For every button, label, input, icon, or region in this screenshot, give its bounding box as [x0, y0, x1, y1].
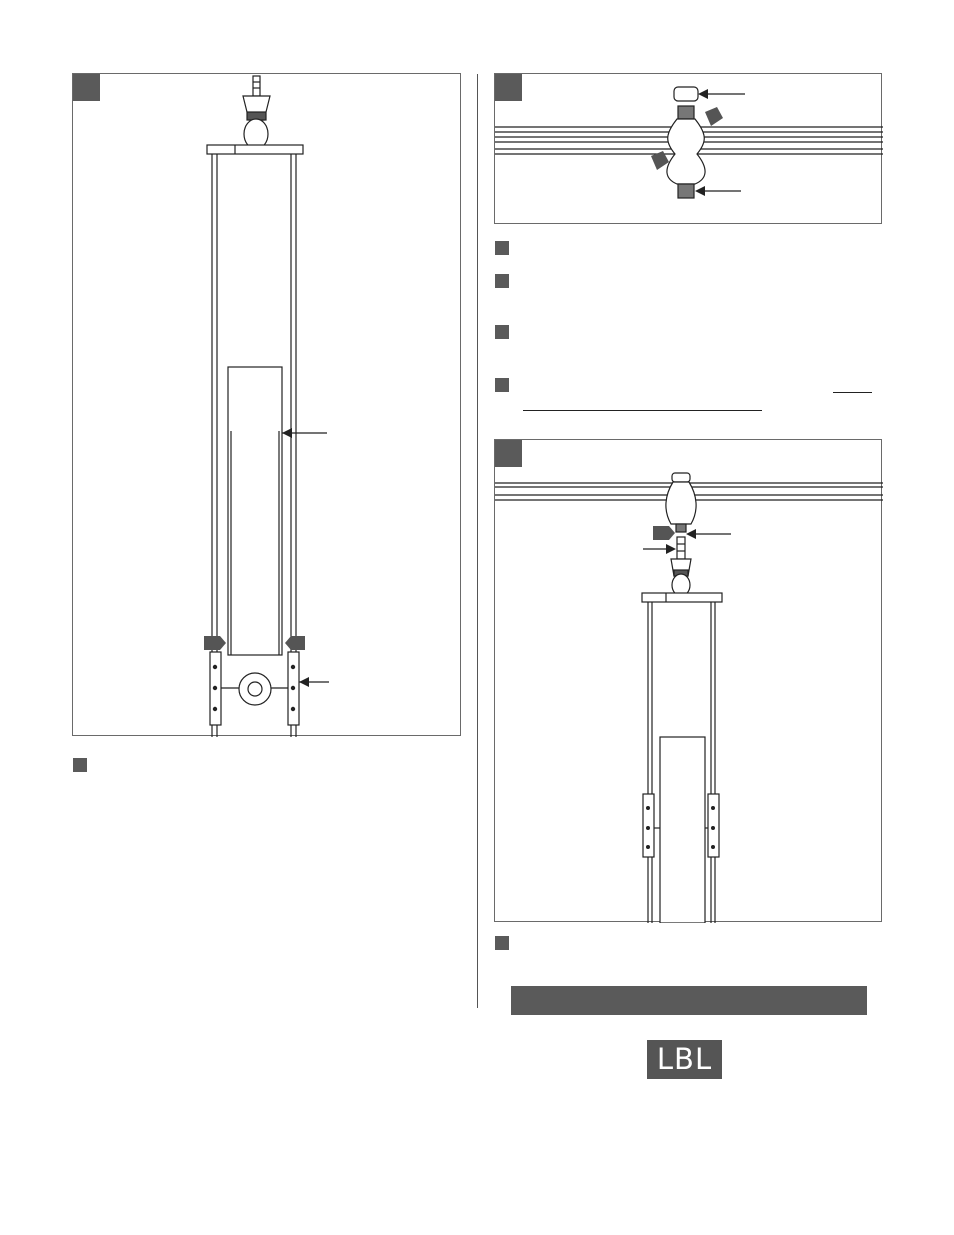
end-cap-icon	[672, 473, 690, 482]
step-panel-2	[494, 73, 882, 224]
step-bullet	[495, 325, 509, 339]
fixture-illustration-full	[73, 74, 462, 737]
rail-connector-icon	[667, 119, 705, 184]
pointer-tag-icon	[653, 526, 675, 540]
glass-panel-icon	[228, 367, 282, 655]
threaded-stem-icon	[677, 537, 685, 559]
warning-banner	[511, 986, 867, 1015]
rail-connector-illustration	[495, 74, 883, 225]
step-panel-3	[494, 439, 882, 922]
crossbar-icon	[642, 593, 722, 602]
brand-logo: LBL	[647, 1040, 722, 1079]
step-bullet	[73, 758, 87, 772]
emphasis-underline	[523, 410, 762, 411]
crossbar-icon	[207, 145, 303, 154]
rail-connector-icon	[666, 482, 696, 524]
thread-bottom-icon	[678, 184, 694, 198]
thread-top-icon	[678, 106, 694, 119]
column-divider	[477, 74, 478, 1008]
step-bullet	[495, 274, 509, 288]
mounted-fixture-illustration	[495, 440, 883, 923]
step-bullet	[495, 378, 509, 392]
step-bullet	[495, 936, 509, 950]
pointer-tag-icon	[204, 636, 226, 650]
step-panel-1	[72, 73, 461, 736]
rotation-tag-icon	[705, 107, 723, 126]
threaded-stem-icon	[253, 76, 260, 96]
emphasis-underline	[833, 392, 872, 393]
pointer-tag-icon	[285, 636, 305, 650]
step-bullet	[495, 241, 509, 255]
end-cap-icon	[674, 87, 698, 101]
glass-panel-icon	[660, 737, 705, 923]
